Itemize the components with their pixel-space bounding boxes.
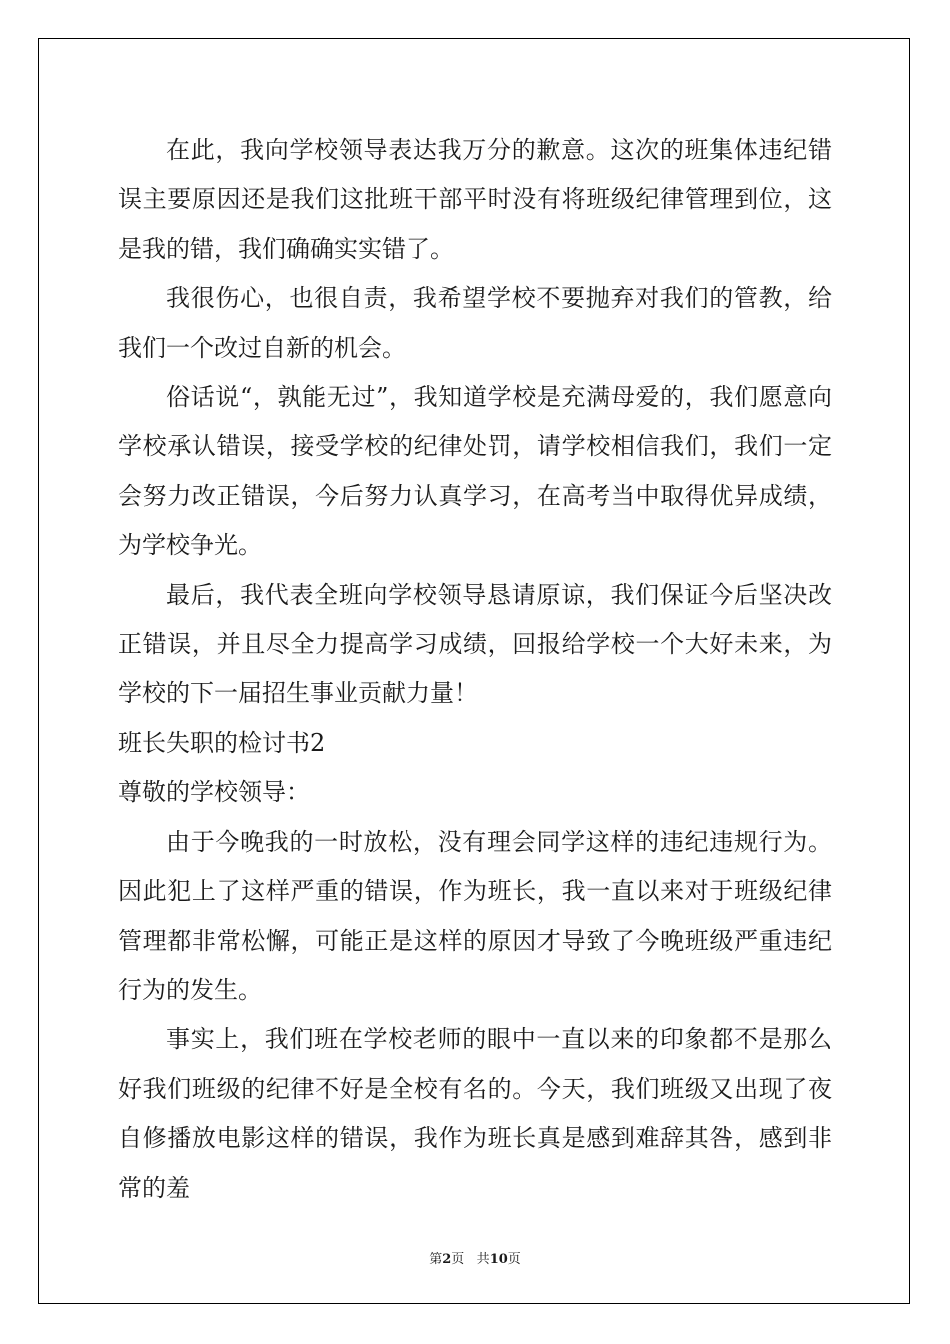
page-number: 2 xyxy=(442,1252,452,1267)
page-suffix: 页 xyxy=(451,1252,465,1267)
paragraph-1: 在此，我向学校领导表达我万分的歉意。这次的班集体违纪错误主要原因还是我们这批班干部平时没有将班级纪律管理到位，这是我的错，我们确确实实错了。 xyxy=(118,136,832,263)
paragraph-6: 事实上，我们班在学校老师的眼中一直以来的印象都不是那么好我们班级的纪律不好是全校有名的。今天，我们班级又出现了夜自修播放电影这样的错误，我作为班长真是感到难辞其咎，感到非常的羞 xyxy=(118,1025,832,1202)
paragraph-2: 我很伤心，也很自责，我希望学校不要抛弃对我们的管教，给我们一个改过自新的机会。 xyxy=(118,284,832,362)
section-title: 班长失职的检讨书2 xyxy=(118,728,326,757)
paragraph-5: 由于今晚我的一时放松，没有理会同学这样的违纪违规行为。因此犯上了这样严重的错误，作为班长，我一直以来对于班级纪律管理都非常松懈，可能正是这样的原因才导致了今晚班级严重违纪行为的发生。 xyxy=(118,827,832,1004)
document-body xyxy=(118,126,832,1213)
page-footer xyxy=(0,1248,950,1267)
salutation: 尊敬的学校领导： xyxy=(118,778,310,807)
paragraph-3: 俗话说“，孰能无过”，我知道学校是充满母爱的，我们愿意向学校承认错误，接受学校的纪律处罚，请学校相信我们，我们一定会努力改正错误，今后努力认真学习，在高考当中取得优异成绩，为学校争光。 xyxy=(118,383,832,560)
paragraph-4: 最后，我代表全班向学校领导恳请原谅，我们保证今后坚决改正错误，并且尽全力提高学习成绩，回报给学校一个大好未来，为学校的下一届招生事业贡献力量！ xyxy=(118,580,832,708)
total-prefix: 共 xyxy=(476,1252,490,1267)
total-pages: 10 xyxy=(489,1252,508,1267)
page-prefix: 第 xyxy=(429,1252,443,1267)
total-suffix: 页 xyxy=(507,1252,521,1267)
